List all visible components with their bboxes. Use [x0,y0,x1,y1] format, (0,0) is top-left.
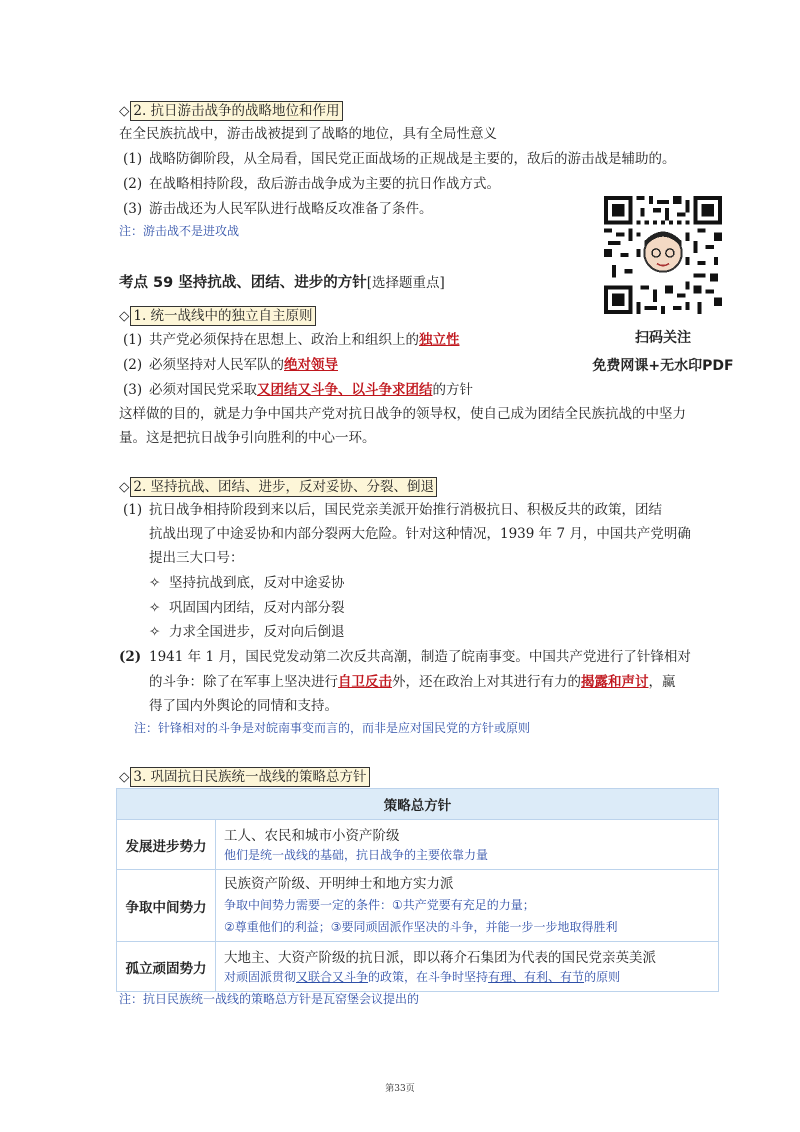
topic-tag: [选择题重点] [366,275,445,291]
table-row [117,820,719,870]
paragraph: 在全民族抗战中，游击战被提到了战略的地位，具有全局性意义 [119,126,497,142]
highlight-text: 自卫反击 [338,674,392,690]
row-category: 发展进步势力 [117,820,216,870]
bullet-item: ✧ 巩固国内团结，反对内部分裂 [149,600,345,616]
diamond-icon: ◇ [119,479,130,495]
diamond-icon: ◇ [119,103,130,119]
row-note: ②尊重他们的利益；③要同顽固派作坚决的斗争，并能一步一步地取得胜利 [224,919,618,934]
list-item: (3) 必须对国民党采取又团结又斗争、以斗争求团结的方针 [123,382,473,398]
scan-follow-text: 扫码关注 [635,330,691,346]
diamond-icon: ◇ [119,308,130,324]
note-text: 注：针锋相对的斗争是对皖南事变而言的，而非是应对国民党的方针或原则 [134,721,531,735]
free-course-text: 免费网课+无水印PDF [592,358,734,374]
bullet-item: ✧ 力求全国进步，反对向后倒退 [149,624,345,640]
row-note: 他们是统一战线的基础，抗日战争的主要依靠力量 [224,847,489,862]
row-category: 争取中间势力 [117,870,216,942]
row-main-text: 大地主、大资产阶级的抗日派，即以蒋介石集团为代表的国民党亲英美派 [224,949,656,966]
strategy-table [116,788,719,992]
bullet-item: ✧ 坚持抗战到底，反对中途妥协 [149,575,345,591]
qr-code-icon [604,196,722,314]
table-row [117,942,719,992]
table-row [117,870,719,942]
list-item: (1) 战略防御阶段，从全局看，国民党正面战场的正规战是主要的，敌后的游击战是辅助的。 [123,151,676,167]
section-heading-three-slogans [119,477,437,497]
list-item: (2) 必须坚持对人民军队的绝对领导 [123,357,338,373]
row-note: 对顽固派贯彻又联合又斗争的政策，在斗争时坚持有理、有利、有节的原则 [224,969,621,984]
topic-title: 考点 59 坚持抗战、团结、进步的方针[选择题重点] [119,275,445,291]
highlight-text: 又团结又斗争、以斗争求团结 [257,382,433,398]
highlight-text: 揭露和声讨 [581,674,649,690]
note-text: 注：游击战不是进攻战 [119,224,240,238]
paragraph-line: 抗战出现了中途妥协和内部分裂两大危险。针对这种情况，1939 年 7 月，中国共产党明确 [149,526,691,542]
page-number: 第33页 [385,1084,415,1094]
heading-text: 1. 统一战线中的独立自主原则 [133,308,313,324]
paragraph: 这样做的目的，就是力争中国共产党对抗日战争的领导权，使自己成为团结全民族抗战的中坚力 [119,406,686,422]
note-text: 注：抗日民族统一战线的策略总方针是瓦窑堡会议提出的 [119,992,420,1006]
paragraph: 量。这是把抗日战争引向胜利的中心一环。 [119,430,376,446]
list-item: (1) 共产党必须保持在思想上、政治上和组织上的独立性 [123,332,460,348]
sparkle-icon: ✧ [149,624,161,640]
section-heading-independence [119,306,316,326]
list-item: (2) 在战略相持阶段，敌后游击战争成为主要的抗日作战方式。 [123,176,500,192]
list-item: (2) 1941 年 1 月，国民党发动第二次反共高潮，制造了皖南事变。中国共产党进行了针锋相对 [119,649,691,665]
paragraph-line: 提出三大口号： [149,550,244,566]
list-item: (3) 游击战还为人民军队进行战略反攻准备了条件。 [123,201,433,217]
section-heading-guerrilla [119,101,343,121]
heading-text: 2. 抗日游击战争的战略地位和作用 [133,103,340,119]
row-category: 孤立顽固势力 [117,942,216,992]
highlight-text: 独立性 [419,332,460,348]
heading-text: 3. 巩固抗日民族统一战线的策略总方针 [133,769,367,785]
heading-text: 2. 坚持抗战、团结、进步，反对妥协、分裂、倒退 [133,479,435,495]
diamond-icon: ◇ [119,769,130,785]
row-main-text: 工人、农民和城市小资产阶级 [224,827,400,844]
paragraph-line: 的斗争：除了在军事上坚决进行自卫反击外，还在政治上对其进行有力的揭露和声讨，赢 [149,674,676,690]
sparkle-icon: ✧ [149,600,161,616]
highlight-text: 绝对领导 [284,357,338,373]
sparkle-icon: ✧ [149,575,161,591]
list-item: (1) 抗日战争相持阶段到来以后，国民党亲美派开始推行消极抗日、积极反共的政策，团结 [123,502,662,518]
row-main-text: 民族资产阶级、开明绅士和地方实力派 [224,875,454,892]
table-header: 策略总方针 [117,789,719,820]
row-note: 争取中间势力需要一定的条件：①共产党要有充足的力量； [224,897,535,912]
section-heading-strategy [119,767,370,787]
paragraph-line: 得了国内外舆论的同情和支持。 [149,698,338,714]
